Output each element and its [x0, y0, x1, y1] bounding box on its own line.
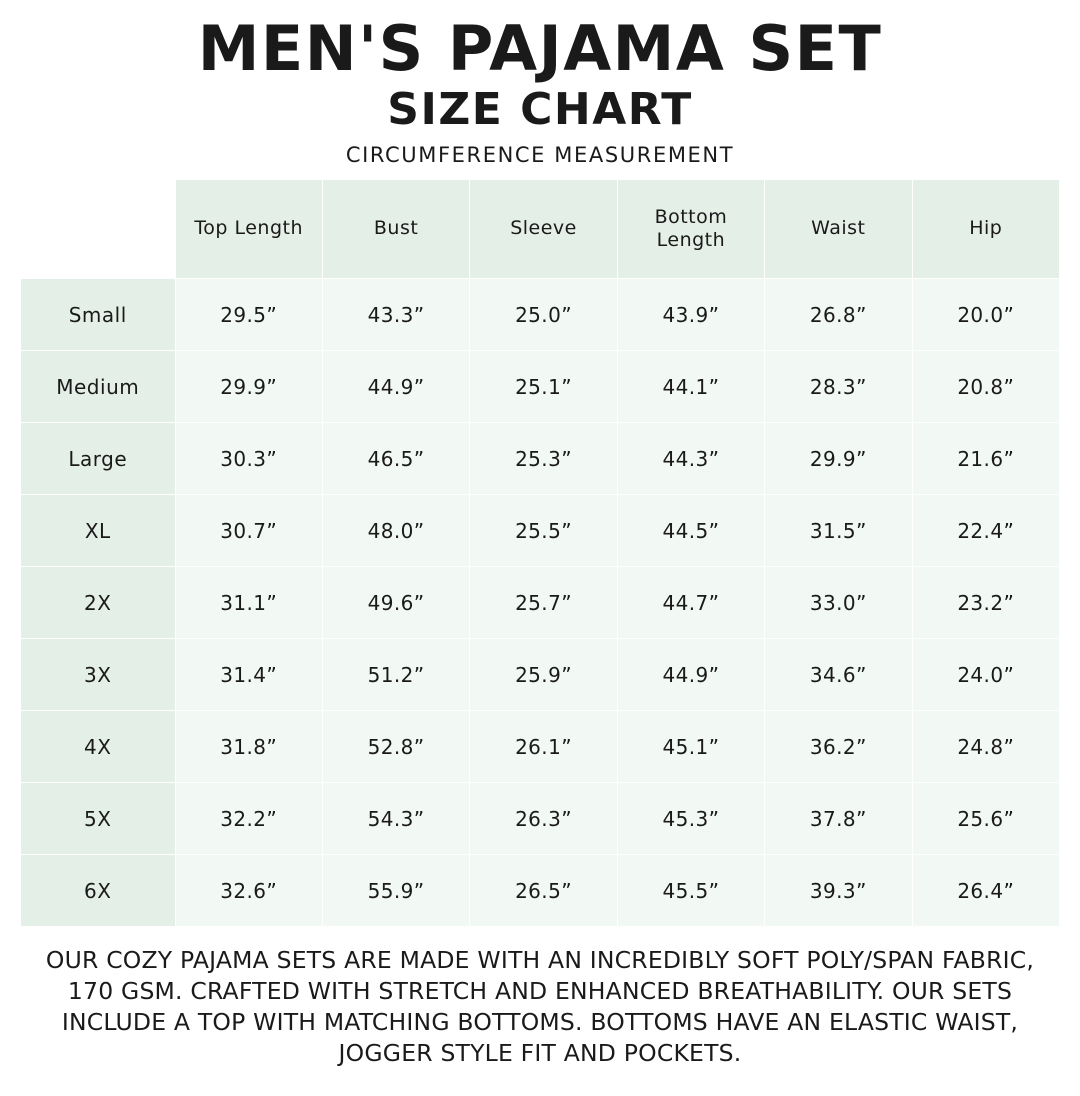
- cell-sleeve: 25.5”: [470, 495, 617, 567]
- cell-bust: 55.9”: [322, 855, 469, 927]
- row-header-size: XL: [21, 495, 176, 567]
- size-chart-page: [0, 12, 1080, 1096]
- table-row: [21, 567, 1060, 639]
- cell-bottom-length: 45.3”: [617, 783, 764, 855]
- cell-waist: 28.3”: [765, 351, 912, 423]
- column-header-bottom-length: Bottom Length: [617, 180, 764, 279]
- row-header-size: 6X: [21, 855, 176, 927]
- cell-waist: 31.5”: [765, 495, 912, 567]
- row-header-size: 3X: [21, 639, 176, 711]
- cell-bust: 52.8”: [322, 711, 469, 783]
- page-subtitle: SIZE CHART: [387, 84, 693, 136]
- cell-top-length: 29.9”: [175, 351, 322, 423]
- column-header-sleeve: Sleeve: [470, 180, 617, 279]
- table-row: [21, 711, 1060, 783]
- cell-hip: 24.0”: [912, 639, 1059, 711]
- cell-bottom-length: 43.9”: [617, 279, 764, 351]
- cell-bust: 51.2”: [322, 639, 469, 711]
- cell-hip: 22.4”: [912, 495, 1059, 567]
- row-header-size: 2X: [21, 567, 176, 639]
- column-header-waist: Waist: [765, 180, 912, 279]
- table-row: [21, 783, 1060, 855]
- page-title: MEN'S PAJAMA SET: [197, 12, 883, 85]
- row-header-size: Small: [21, 279, 176, 351]
- table-row: [21, 639, 1060, 711]
- table-row: [21, 855, 1060, 927]
- cell-sleeve: 26.1”: [470, 711, 617, 783]
- cell-top-length: 30.7”: [175, 495, 322, 567]
- cell-waist: 33.0”: [765, 567, 912, 639]
- cell-top-length: 30.3”: [175, 423, 322, 495]
- cell-hip: 25.6”: [912, 783, 1059, 855]
- cell-hip: 24.8”: [912, 711, 1059, 783]
- cell-sleeve: 25.0”: [470, 279, 617, 351]
- cell-bottom-length: 44.9”: [617, 639, 764, 711]
- cell-sleeve: 25.9”: [470, 639, 617, 711]
- cell-bust: 43.3”: [322, 279, 469, 351]
- table-header-row: [21, 180, 1060, 279]
- cell-hip: 20.8”: [912, 351, 1059, 423]
- cell-waist: 36.2”: [765, 711, 912, 783]
- cell-bottom-length: 44.3”: [617, 423, 764, 495]
- table-row: [21, 351, 1060, 423]
- measurement-note: CIRCUMFERENCE MEASUREMENT: [345, 143, 735, 168]
- cell-bust: 46.5”: [322, 423, 469, 495]
- table-corner-cell: [21, 180, 176, 279]
- cell-hip: 23.2”: [912, 567, 1059, 639]
- cell-sleeve: 25.1”: [470, 351, 617, 423]
- cell-sleeve: 25.3”: [470, 423, 617, 495]
- cell-top-length: 32.6”: [175, 855, 322, 927]
- cell-sleeve: 26.3”: [470, 783, 617, 855]
- cell-waist: 26.8”: [765, 279, 912, 351]
- table-body: [21, 279, 1060, 927]
- column-header-top-length: Top Length: [175, 180, 322, 279]
- cell-top-length: 31.8”: [175, 711, 322, 783]
- cell-bottom-length: 44.7”: [617, 567, 764, 639]
- row-header-size: 4X: [21, 711, 176, 783]
- cell-bust: 49.6”: [322, 567, 469, 639]
- cell-bust: 48.0”: [322, 495, 469, 567]
- table-header: [21, 180, 1060, 279]
- cell-bust: 44.9”: [322, 351, 469, 423]
- cell-waist: 29.9”: [765, 423, 912, 495]
- size-chart-table: [20, 179, 1060, 927]
- table-row: [21, 495, 1060, 567]
- cell-top-length: 32.2”: [175, 783, 322, 855]
- cell-sleeve: 25.7”: [470, 567, 617, 639]
- cell-hip: 20.0”: [912, 279, 1059, 351]
- cell-bust: 54.3”: [322, 783, 469, 855]
- cell-bottom-length: 45.5”: [617, 855, 764, 927]
- cell-bottom-length: 44.1”: [617, 351, 764, 423]
- row-header-size: Large: [21, 423, 176, 495]
- cell-hip: 21.6”: [912, 423, 1059, 495]
- cell-waist: 39.3”: [765, 855, 912, 927]
- product-description: OUR COZY PAJAMA SETS ARE MADE WITH AN INCREDIBLY SOFT POLY/SPAN FABRIC, 170 GSM. CRAFTED WITH STRETCH AND ENHANCED BREATHABILITY. OUR SETS INCLUDE A TOP WITH MATCHING BOTTOMS. BOTTOMS HAVE AN ELASTIC WAIST, JOGGER STYLE FIT AND POCKETS.: [45, 946, 1035, 1068]
- cell-bottom-length: 45.1”: [617, 711, 764, 783]
- cell-top-length: 31.4”: [175, 639, 322, 711]
- row-header-size: Medium: [21, 351, 176, 423]
- cell-top-length: 31.1”: [175, 567, 322, 639]
- cell-bottom-length: 44.5”: [617, 495, 764, 567]
- cell-waist: 34.6”: [765, 639, 912, 711]
- column-header-bust: Bust: [322, 180, 469, 279]
- cell-top-length: 29.5”: [175, 279, 322, 351]
- row-header-size: 5X: [21, 783, 176, 855]
- cell-waist: 37.8”: [765, 783, 912, 855]
- column-header-hip: Hip: [912, 180, 1059, 279]
- table-row: [21, 423, 1060, 495]
- cell-hip: 26.4”: [912, 855, 1059, 927]
- cell-sleeve: 26.5”: [470, 855, 617, 927]
- table-row: [21, 279, 1060, 351]
